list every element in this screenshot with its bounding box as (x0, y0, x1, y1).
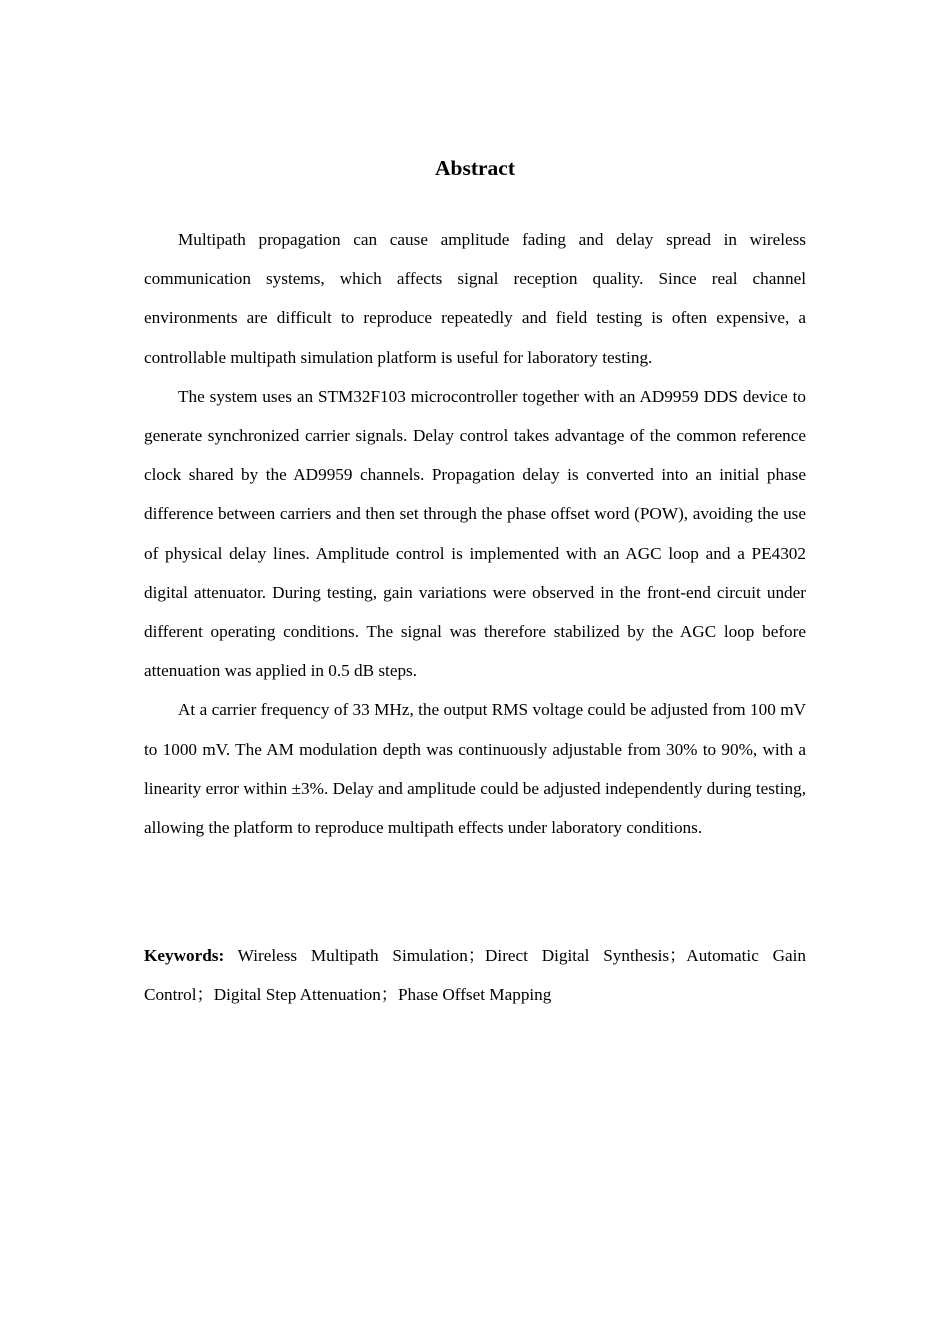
abstract-paragraph-3: At a carrier frequency of 33 MHz, the output RMS voltage could be adjusted from 100 mV to 1000 mV. The AM modulation depth was continuously adjustable from 30% to 90%, with a linearity error within ±3%. Delay and amplitude could be adjusted independently during testing, allowing the platform to reproduce multipath effects under laboratory conditions. (144, 700, 806, 838)
keywords-section (144, 936, 806, 1014)
keywords-text: Wireless Multipath Simulation；Direct Digital Synthesis；Automatic Gain Control；Digital Step Attenuation；Phase Offset Mapping (144, 946, 806, 1005)
page-title: Abstract (434, 156, 515, 180)
abstract-paragraph-2: The system uses an STM32F103 microcontroller together with an AD9959 DDS device to generate synchronized carrier signals. Delay control takes advantage of the common reference clock shared by the AD9959 channels. Propagation delay is converted into an initial phase difference between carriers and then set through the phase offset word (POW), avoiding the use of physical delay lines. Amplitude control is implemented with an AGC loop and a PE4302 digital attenuator. During testing, gain variations were observed in the front-end circuit under different operating conditions. The signal was therefore stabilized by the AGC loop before attenuation was applied in 0.5 dB steps. (144, 386, 806, 681)
abstract-body (144, 220, 806, 847)
keywords-label: Keywords: (144, 946, 225, 965)
abstract-paragraph-1: Multipath propagation can cause amplitude fading and delay spread in wireless communication systems, which affects signal reception quality. Since real channel environments are difficult to reproduce repeatedly and field testing is often expensive, a controllable multipath simulation platform is useful for laboratory testing. (144, 230, 806, 367)
